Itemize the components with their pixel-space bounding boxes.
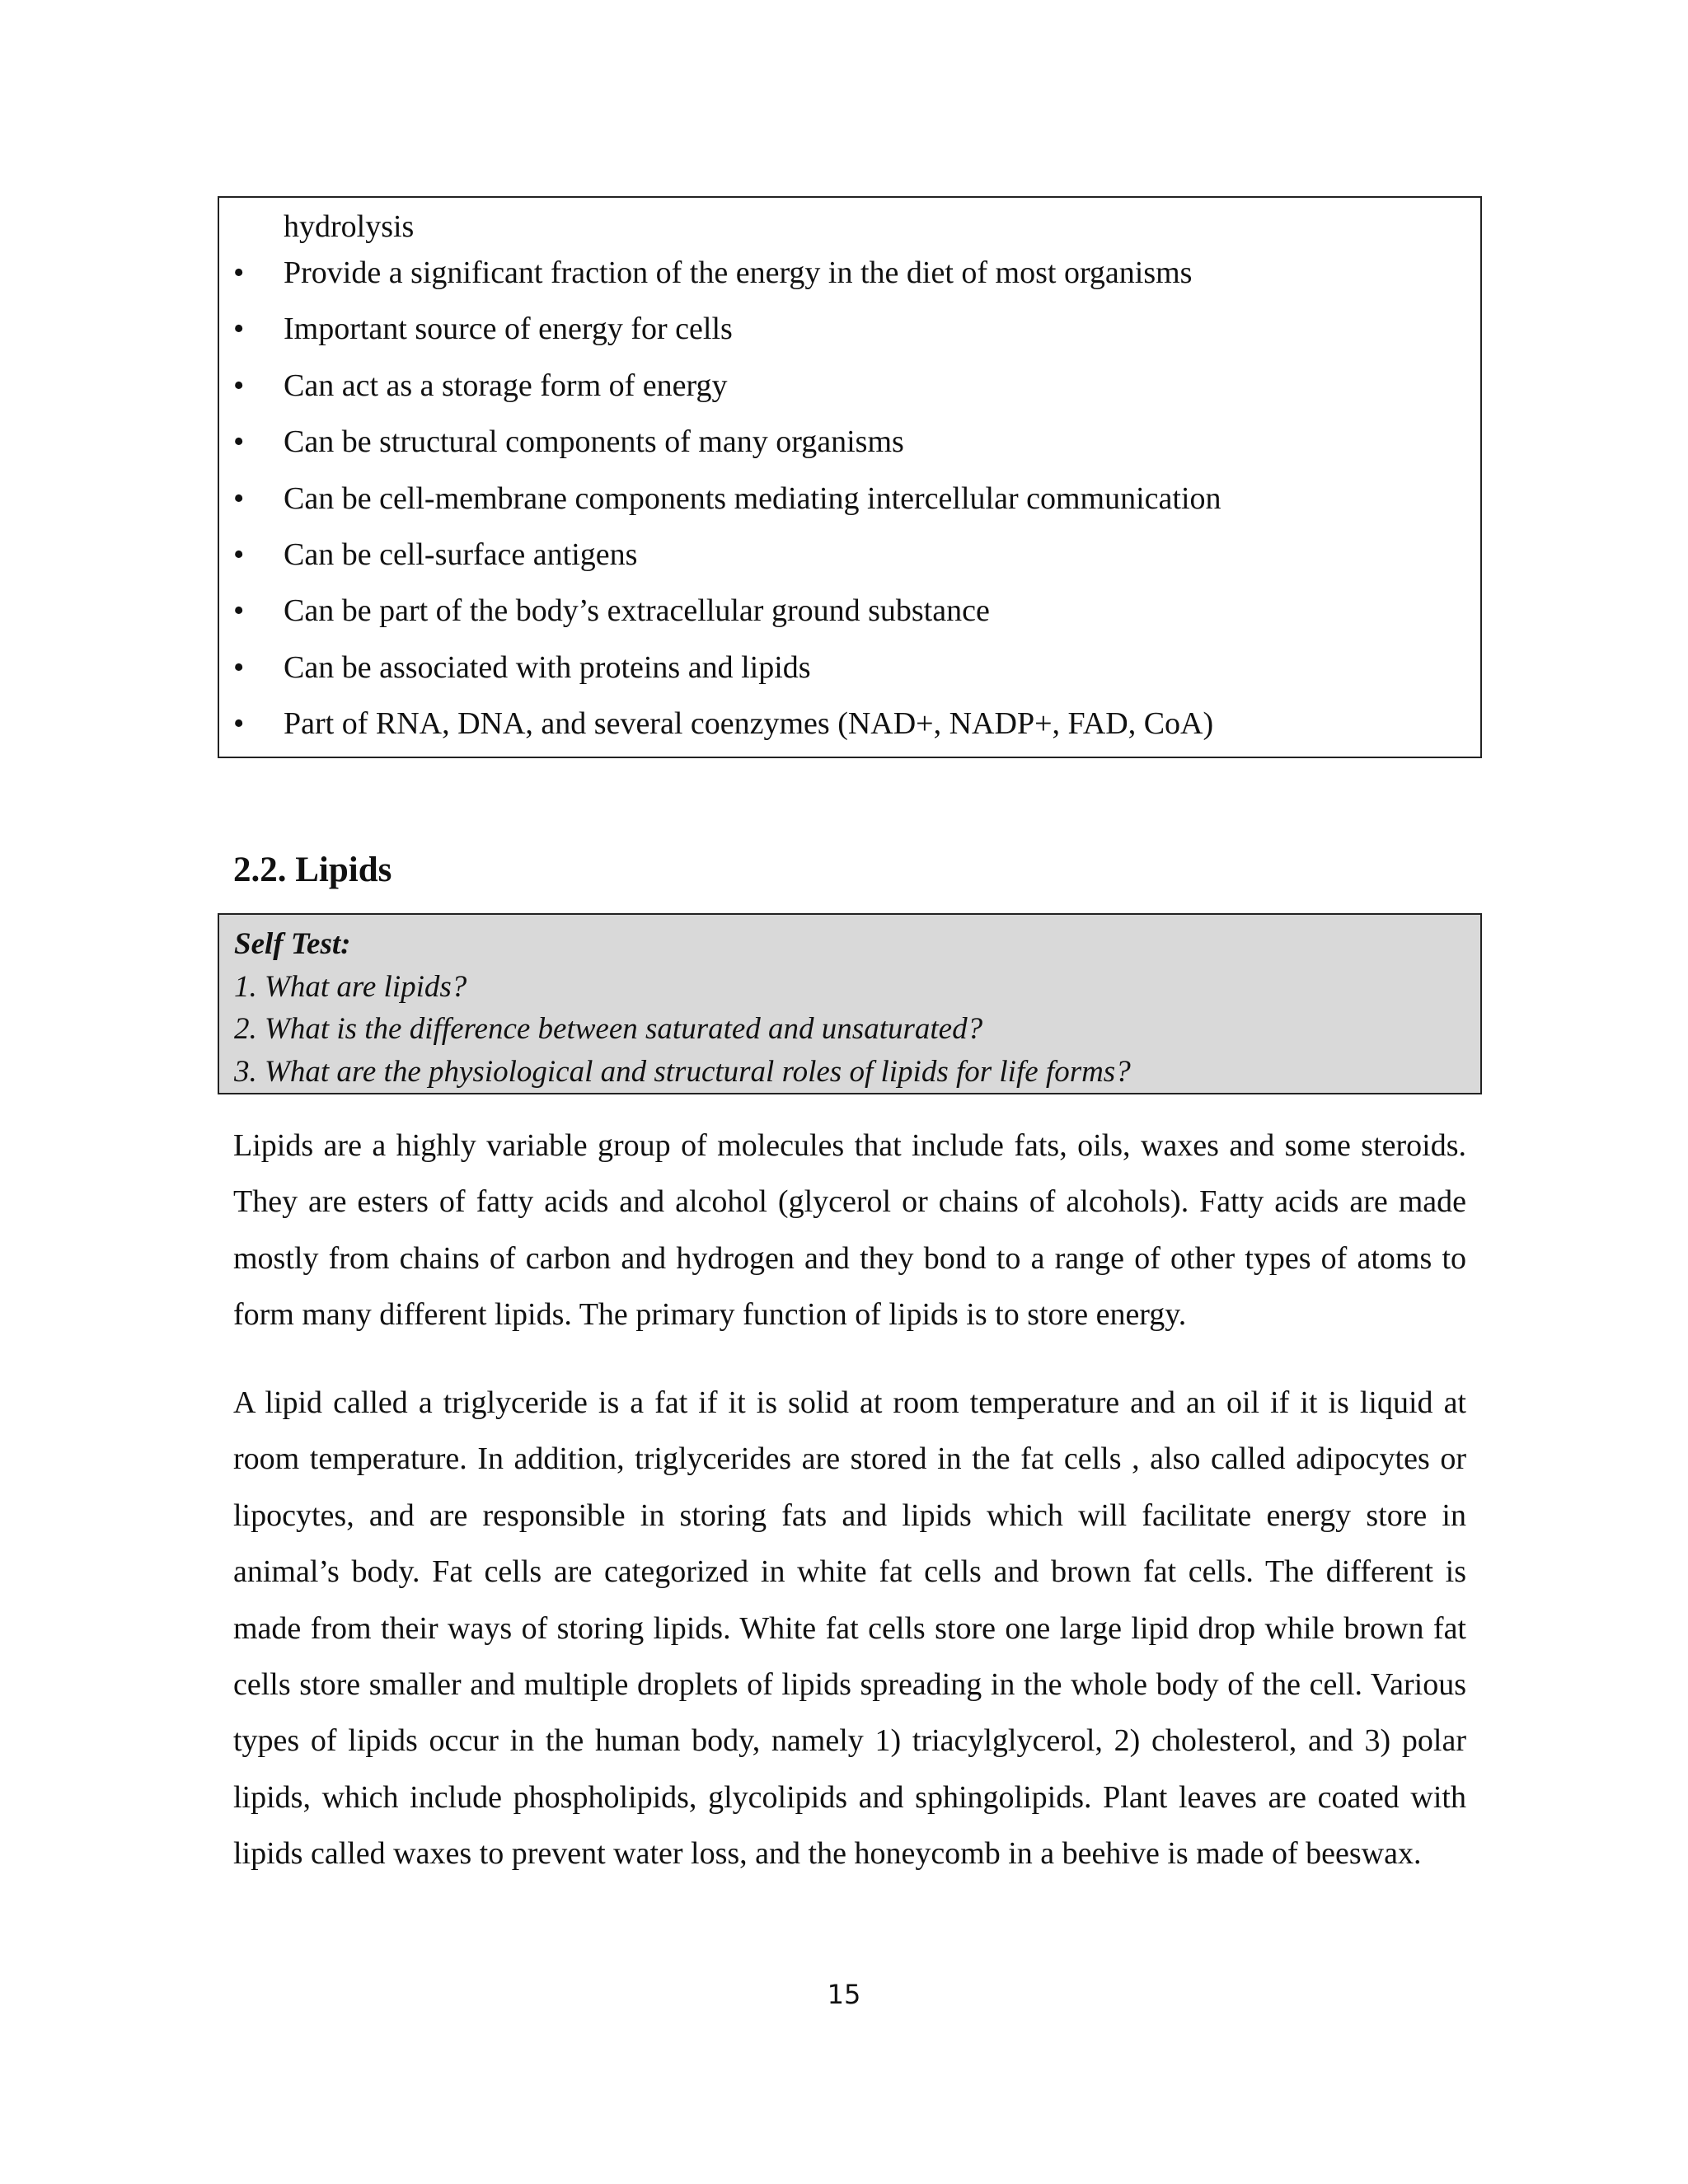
list-item: [219, 367, 1480, 423]
bullet-icon: •: [233, 537, 245, 572]
section-heading: 2.2. Lipids: [233, 851, 392, 889]
body-paragraph: Lipids are a highly variable group of molecules that include fats, oils, waxes and some steroids. They are esters of fatty acids and alcohol (glycerol or chains of alcohols). Fatty acids are made mostly from chains of carbon and hydrogen and they bond to a range of other types of atoms to form many different lipids. The primary function of lipids is to store energy.: [233, 1128, 1466, 1333]
list-item: [219, 480, 1480, 536]
list-item-text: Part of RNA, DNA, and several coenzymes (NAD+, NADP+, FAD, CoA): [284, 706, 1214, 742]
bullet-icon: •: [233, 424, 245, 460]
list-item: [219, 649, 1480, 705]
list-item: [219, 536, 1480, 592]
list-item: [219, 254, 1480, 310]
bullet-icon: •: [233, 706, 245, 742]
list-item-text: Can be part of the body’s extracellular ground substance: [284, 593, 990, 629]
self-test-box: [218, 913, 1482, 1094]
bullet-icon: •: [233, 593, 245, 629]
list-item: [219, 705, 1480, 761]
self-test-question: 1. What are lipids?: [234, 969, 467, 1004]
page-number: 15: [827, 1979, 861, 2010]
functions-list: [219, 254, 1480, 762]
bullet-icon: •: [233, 368, 245, 403]
self-test-title: Self Test:: [234, 927, 351, 961]
list-item-text: Can act as a storage form of energy: [284, 368, 728, 403]
self-test-question: 3. What are the physiological and structural roles of lipids for life forms?: [234, 1054, 1131, 1089]
list-item-text: Can be cell-surface antigens: [284, 537, 638, 572]
list-item-text: Can be cell-membrane components mediating intercellular communication: [284, 480, 1221, 516]
list-item-text: Provide a significant fraction of the energy in the diet of most organisms: [284, 255, 1193, 290]
bullet-icon: •: [233, 255, 245, 290]
body-paragraph: A lipid called a triglyceride is a fat if it is solid at room temperature and an oil if it is liquid at room temperature. In addition, triglycerides are stored in the fat cells , also called adipocytes or lipocytes, and are responsible in storing fats and lipids which will facilitate energy store in animal’s body. Fat cells are categorized in white fat cells and brown fat cells. The different is made from their ways of storing lipids. White fat cells store one large lipid drop while brown fat cells store smaller and multiple droplets of lipids spreading in the whole body of the cell. Various types of lipids occur in the human body, namely 1) triacylglycerol, 2) cholesterol, and 3) polar lipids, which include phospholipids, glycolipids and sphingolipids. Plant leaves are coated with lipids called waxes to prevent water loss, and the honeycomb in a beehive is made of beeswax.: [233, 1385, 1466, 1872]
list-item: [219, 310, 1480, 366]
bullet-icon: •: [233, 480, 245, 516]
self-test-question: 2. What is the difference between saturated and unsaturated?: [234, 1012, 983, 1046]
continued-text: hydrolysis: [284, 209, 415, 244]
list-item-text: Important source of energy for cells: [284, 312, 733, 347]
bullet-icon: •: [233, 649, 245, 685]
carbohydrate-functions-box: [218, 196, 1482, 758]
list-item: [219, 592, 1480, 648]
list-item-text: Can be structural components of many organisms: [284, 424, 904, 460]
list-item: [219, 423, 1480, 479]
list-item-text: Can be associated with proteins and lipids: [284, 649, 811, 685]
bullet-icon: •: [233, 312, 245, 347]
